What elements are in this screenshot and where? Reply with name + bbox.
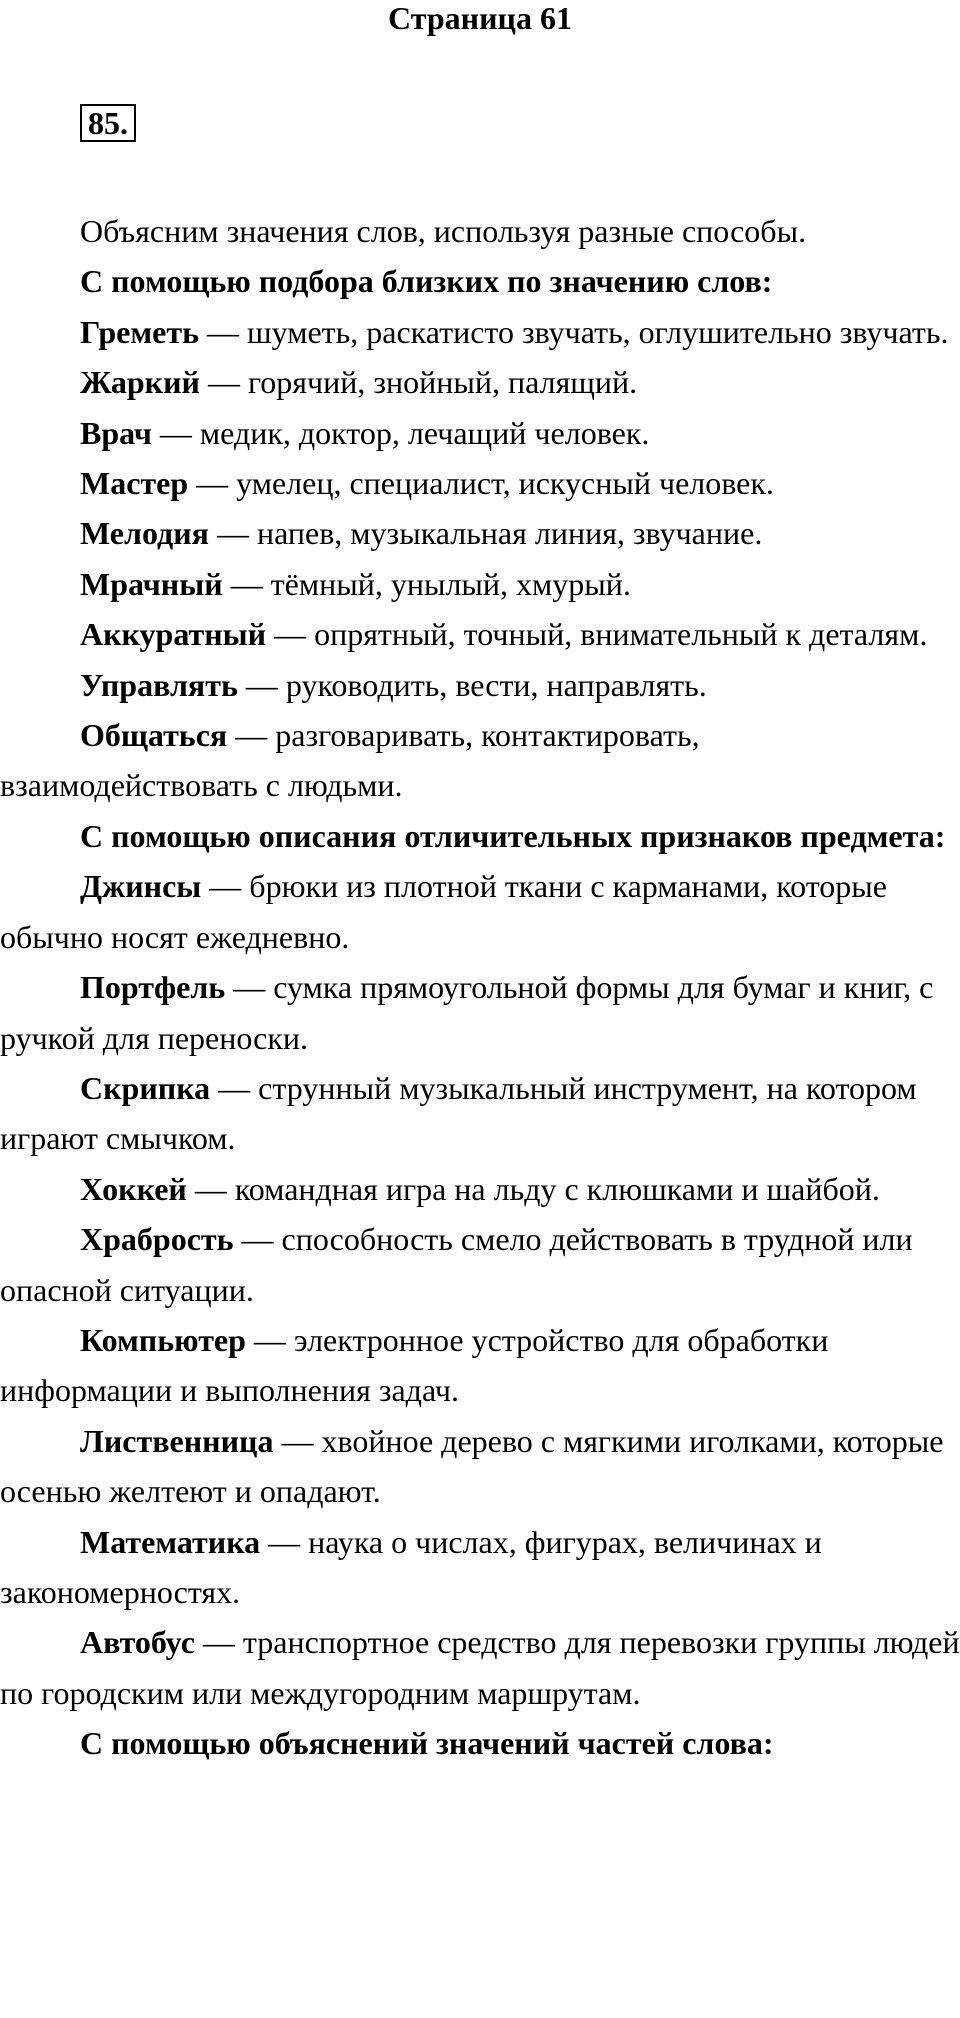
entry-term: Врач	[80, 414, 152, 451]
entry-definition: — способность смело действовать в трудной или опасной ситуации.	[0, 1221, 913, 1308]
entry	[0, 307, 960, 357]
intro-paragraph: Объясним значения слов, используя разные способы.	[80, 213, 807, 249]
entry	[0, 408, 960, 458]
entry-term: Мрачный	[80, 565, 223, 602]
entry-definition: — разговаривать, контактировать, взаимодействовать с людьми.	[0, 717, 700, 804]
entry-term: Управлять	[80, 666, 238, 703]
entry	[0, 660, 960, 710]
entry-term: Аккуратный	[80, 616, 267, 653]
entry	[0, 861, 960, 962]
entry-term: Автобус	[80, 1624, 195, 1661]
entry-term: Компьютер	[80, 1321, 246, 1358]
entry	[0, 710, 960, 811]
exercise-number: 85.	[80, 104, 136, 142]
entry-definition: — сумка прямоугольной формы для бумаг и книг, с ручкой для переноски.	[0, 969, 934, 1056]
entry	[0, 609, 960, 659]
entry-term: Мелодия	[80, 515, 209, 552]
entry	[0, 1164, 960, 1214]
entry	[0, 962, 960, 1063]
entry	[0, 559, 960, 609]
answer-text	[0, 206, 960, 1769]
entry	[0, 508, 960, 558]
entry-term: Математика	[80, 1523, 261, 1560]
entry	[0, 1315, 960, 1416]
entry-definition: — хвойное дерево с мягкими иголками, которые осенью желтеют и опадают.	[0, 1422, 944, 1510]
entry-definition: — тёмный, унылый, хмурый.	[222, 565, 631, 602]
entry-definition: — руководить, вести, направлять.	[237, 666, 707, 703]
page-title: Страница 61	[388, 0, 572, 36]
entry-term: Мастер	[80, 465, 189, 502]
entry-definition: — наука о числах, фигурах, величинах и закономерностях.	[0, 1523, 822, 1610]
entry-definition: — брюки из плотной ткани с карманами, которые обычно носят ежедневно.	[0, 868, 887, 955]
entry	[0, 357, 960, 407]
entry-definition: — опрятный, точный, внимательный к деталям.	[266, 616, 928, 653]
entry-term: Лиственница	[80, 1422, 274, 1459]
section-heading: С помощью подбора близких по значению слов:	[80, 263, 773, 300]
entry-term: Храбрость	[80, 1221, 234, 1258]
entry-definition: — струнный музыкальный инструмент, на котором играют смычком.	[0, 1069, 917, 1157]
entry	[0, 1617, 960, 1718]
entry	[0, 458, 960, 508]
entry-definition: — напев, музыкальная линия, звучание.	[208, 515, 763, 552]
entry-definition: — медик, доктор, лечащий человек.	[151, 414, 650, 451]
section-heading: С помощью объяснений значений частей слова:	[80, 1725, 774, 1762]
entry-term: Хоккей	[80, 1170, 187, 1207]
entry-term: Скрипка	[80, 1069, 211, 1106]
entry-term: Греметь	[80, 313, 199, 350]
section-heading: С помощью описания отличительных признаков предмета:	[80, 817, 946, 854]
entry	[0, 1063, 960, 1164]
entry-term: Общаться	[80, 717, 228, 754]
entry	[0, 1416, 960, 1517]
entry-definition: — командная игра на льду с клюшками и шайбой.	[186, 1170, 880, 1207]
entry	[0, 1214, 960, 1315]
entry-definition: — шуметь, раскатисто звучать, оглушительно звучать.	[198, 313, 949, 350]
entry-definition: — транспортное средство для перевозки группы людей по городским или междугородним маршрутам.	[0, 1624, 960, 1711]
entry-definition: — умелец, специалист, искусный человек.	[188, 465, 774, 502]
entry-term: Джинсы	[80, 868, 202, 905]
entry-term: Портфель	[80, 969, 226, 1006]
entry-definition: — горячий, знойный, палящий.	[199, 364, 638, 401]
entry-term: Жаркий	[80, 364, 200, 401]
entry-definition: — электронное устройство для обработки информации и выполнения задач.	[0, 1321, 829, 1409]
entry	[0, 1517, 960, 1618]
